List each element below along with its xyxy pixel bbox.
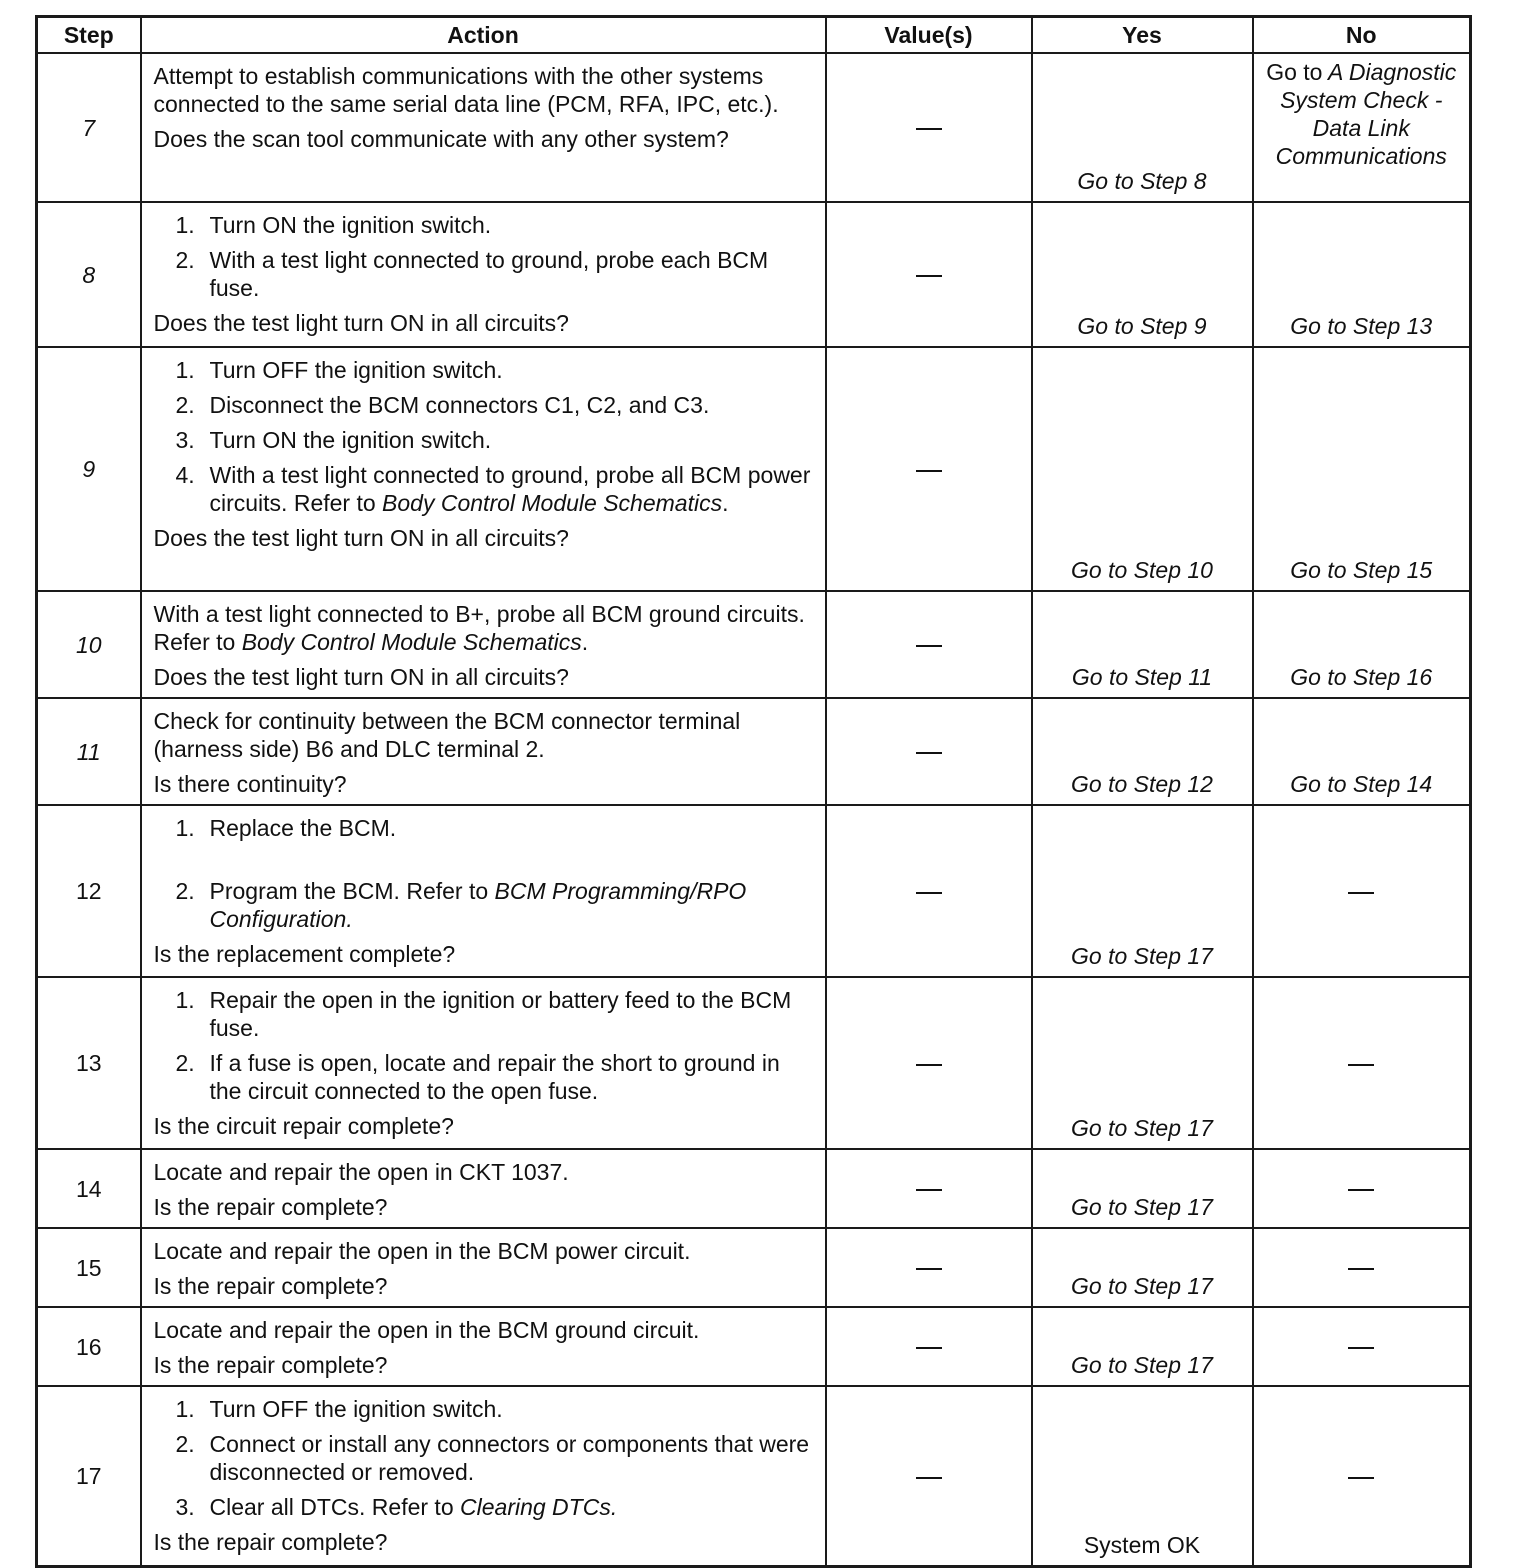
dash-mark [916, 1064, 942, 1066]
value-cell [826, 805, 1032, 977]
action-step-item: 1. Repair the open in the ignition or battery feed to the BCM fuse. [175, 987, 792, 1041]
action-text: Check for continuity between the BCM connector terminal (harness side) B6 and DLC terminal 2. [153, 708, 741, 762]
yes-link[interactable]: Go to Step 9 [1032, 202, 1253, 347]
action-question: Is the replacement complete? [153, 941, 456, 967]
action-step-item: 1. Turn OFF the ignition switch. [175, 357, 503, 383]
action-text: Locate and repair the open in the BCM ground circuit. [153, 1317, 700, 1343]
step-number: 8 [37, 202, 141, 347]
dash-mark [916, 645, 942, 647]
action-steps [154, 986, 815, 1105]
reference-link[interactable]: Body Control Module Schematics [241, 629, 582, 655]
action-step-item: 2. If a fuse is open, locate and repair the short to ground in the circuit connected to the open fuse. [175, 1050, 780, 1104]
no-link-prefix: Go to [1266, 59, 1323, 85]
no-link[interactable]: Go to Step 14 [1253, 698, 1471, 805]
action-step-item: 2. With a test light connected to ground, probe each BCM fuse. [175, 247, 769, 301]
value-cell [826, 347, 1032, 591]
action-steps [154, 356, 815, 517]
action-cell [141, 1307, 826, 1386]
value-cell [826, 202, 1032, 347]
action-steps [154, 1395, 815, 1521]
action-text: Attempt to establish communications with the other systems connected to the same serial data line (PCM, RFA, IPC, etc.). [153, 63, 779, 117]
action-step-item: 3. Clear all DTCs. Refer to Clearing DTCs. [175, 1494, 618, 1520]
action-cell [141, 1386, 826, 1566]
table-row [37, 977, 1471, 1149]
dash-mark [916, 1189, 942, 1191]
dash-mark [916, 128, 942, 130]
dash-mark [1348, 1064, 1374, 1066]
dash-mark [916, 1477, 942, 1479]
header-yes: Yes [1032, 17, 1253, 54]
action-text: With a test light connected to B+, probe all BCM ground circuits. Refer to Body Control Module Schematics. [153, 601, 805, 655]
action-step-item: 1. Replace the BCM. [175, 815, 397, 841]
no-link[interactable] [1253, 53, 1471, 202]
value-cell [826, 1149, 1032, 1228]
table-row [37, 1307, 1471, 1386]
action-step-item: 1. Turn ON the ignition switch. [175, 212, 492, 238]
diagnostic-table [35, 15, 1472, 1568]
dash-mark [916, 1268, 942, 1270]
action-question: Does the test light turn ON in all circuits? [153, 525, 569, 551]
action-question: Is the repair complete? [153, 1352, 388, 1378]
yes-result: System OK [1032, 1386, 1253, 1566]
reference-link[interactable]: Clearing DTCs [460, 1494, 611, 1520]
table-row [37, 1228, 1471, 1307]
no-cell [1253, 805, 1471, 977]
no-cell [1253, 977, 1471, 1149]
value-cell [826, 591, 1032, 698]
dash-mark [1348, 1477, 1374, 1479]
table-row [37, 347, 1471, 591]
action-question: Is the repair complete? [153, 1194, 388, 1220]
value-cell [826, 977, 1032, 1149]
no-cell [1253, 1386, 1471, 1566]
action-cell [141, 53, 826, 202]
value-cell [826, 1386, 1032, 1566]
action-step-item: 2. Program the BCM. Refer to BCM Programming/RPO Configuration. [175, 878, 747, 932]
action-step-item: 1. Turn OFF the ignition switch. [175, 1396, 503, 1422]
dash-mark [1348, 1189, 1374, 1191]
dash-mark [916, 1347, 942, 1349]
header-step: Step [37, 17, 141, 54]
action-cell [141, 591, 826, 698]
dash-mark [916, 470, 942, 472]
table-row [37, 698, 1471, 805]
action-steps [154, 211, 815, 302]
step-number: 15 [37, 1228, 141, 1307]
action-cell [141, 1228, 826, 1307]
yes-link[interactable]: Go to Step 17 [1032, 805, 1253, 977]
action-question: Does the test light turn ON in all circuits? [153, 310, 569, 336]
action-steps [154, 814, 815, 933]
step-number: 13 [37, 977, 141, 1149]
value-cell [826, 1228, 1032, 1307]
action-cell [141, 347, 826, 591]
table-row [37, 591, 1471, 698]
step-number: 7 [37, 53, 141, 202]
no-link-target: A Diagnostic System Check - Data Link Communications [1275, 59, 1457, 169]
no-cell [1253, 1149, 1471, 1228]
yes-link[interactable]: Go to Step 17 [1032, 1149, 1253, 1228]
no-link[interactable]: Go to Step 16 [1253, 591, 1471, 698]
action-question: Is the repair complete? [153, 1273, 388, 1299]
step-number: 16 [37, 1307, 141, 1386]
yes-link[interactable]: Go to Step 11 [1032, 591, 1253, 698]
action-step-item: 2. Connect or install any connectors or components that were disconnected or removed. [175, 1431, 810, 1485]
header-row [37, 17, 1471, 54]
action-step-item: 4. With a test light connected to ground, probe all BCM power circuits. Refer to Body Control Module Schematics. [175, 462, 811, 516]
yes-link[interactable]: Go to Step 12 [1032, 698, 1253, 805]
table-row [37, 1386, 1471, 1566]
yes-link[interactable]: Go to Step 17 [1032, 1228, 1253, 1307]
action-cell [141, 202, 826, 347]
table-row [37, 1149, 1471, 1228]
action-cell [141, 1149, 826, 1228]
yes-link[interactable]: Go to Step 8 [1032, 53, 1253, 202]
step-number: 10 [37, 591, 141, 698]
yes-link[interactable]: Go to Step 10 [1032, 347, 1253, 591]
action-question: Does the scan tool communicate with any other system? [153, 126, 729, 152]
dash-mark [1348, 892, 1374, 894]
action-text: Locate and repair the open in CKT 1037. [153, 1159, 569, 1185]
reference-link[interactable]: BCM Programming/RPO Configuration [209, 878, 747, 932]
reference-link[interactable]: Body Control Module Schematics [382, 490, 723, 516]
step-number: 14 [37, 1149, 141, 1228]
value-cell [826, 1307, 1032, 1386]
action-cell [141, 698, 826, 805]
header-values: Value(s) [826, 17, 1032, 54]
step-number: 17 [37, 1386, 141, 1566]
yes-link[interactable]: Go to Step 17 [1032, 977, 1253, 1149]
table-row [37, 53, 1471, 202]
table-row [37, 805, 1471, 977]
value-cell [826, 53, 1032, 202]
action-question: Is there continuity? [153, 771, 347, 797]
step-number: 12 [37, 805, 141, 977]
action-question: Does the test light turn ON in all circuits? [153, 664, 569, 690]
no-link[interactable]: Go to Step 13 [1253, 202, 1471, 347]
action-question: Is the repair complete? [153, 1529, 388, 1555]
step-number: 11 [37, 698, 141, 805]
dash-mark [916, 752, 942, 754]
action-cell [141, 805, 826, 977]
step-number: 9 [37, 347, 141, 591]
header-action: Action [141, 17, 826, 54]
no-cell [1253, 1307, 1471, 1386]
action-cell [141, 977, 826, 1149]
action-text: Locate and repair the open in the BCM power circuit. [153, 1238, 691, 1264]
dash-mark [916, 892, 942, 894]
yes-link[interactable]: Go to Step 17 [1032, 1307, 1253, 1386]
no-cell [1253, 1228, 1471, 1307]
action-question: Is the circuit repair complete? [153, 1113, 454, 1139]
action-step-item: 2. Disconnect the BCM connectors C1, C2, and C3. [175, 392, 710, 418]
header-no: No [1253, 17, 1471, 54]
table-row [37, 202, 1471, 347]
dash-mark [916, 275, 942, 277]
no-link[interactable]: Go to Step 15 [1253, 347, 1471, 591]
action-step-item: 3. Turn ON the ignition switch. [175, 427, 492, 453]
value-cell [826, 698, 1032, 805]
dash-mark [1348, 1347, 1374, 1349]
dash-mark [1348, 1268, 1374, 1270]
